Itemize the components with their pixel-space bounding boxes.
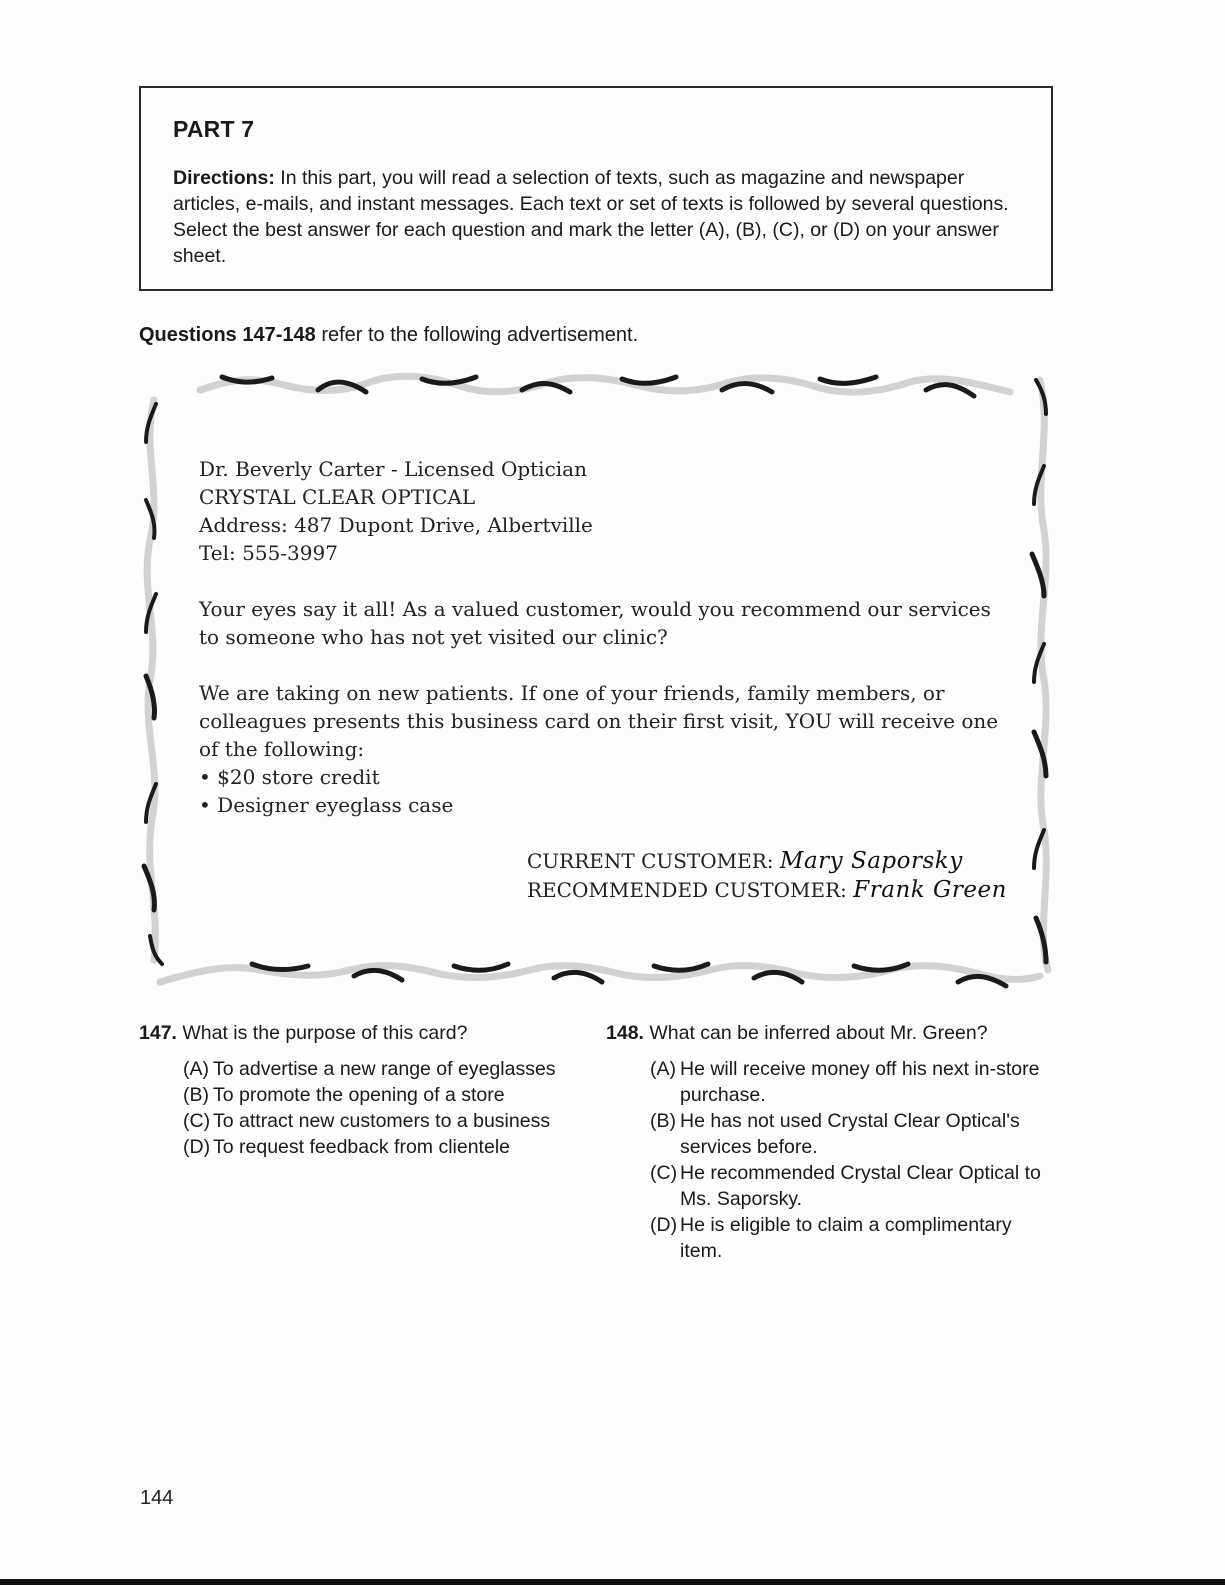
question-number: 148. — [606, 1022, 644, 1044]
question-148 — [606, 1020, 1056, 1264]
question-148-header — [606, 1020, 1056, 1046]
recommended-customer-label: RECOMMENDED CUSTOMER: — [527, 878, 847, 902]
answer-choice-d: (D) To request feedback from clientele — [183, 1136, 510, 1158]
advertisement-body — [199, 455, 999, 819]
ad-paragraph-2-text: We are taking on new patients. If one of your friends, family members, or colleagues presents this business card on their first visit, YOU will receive one of the following: — [199, 681, 999, 761]
answer-choice-c: (C) He recommended Crystal Clear Optical to Ms. Saporsky. — [650, 1162, 1041, 1210]
answer-choice-b: (B) He has not used Crystal Clear Optical's services before. — [650, 1110, 1020, 1158]
answer-choice-d: (D) He is eligible to claim a complimentary item. — [650, 1214, 1012, 1262]
page-number: 144 — [140, 1487, 174, 1509]
page-bottom-border — [0, 1579, 1225, 1585]
reward-bullet-1: • $20 store credit — [199, 765, 380, 789]
current-customer-row — [527, 847, 1007, 876]
directions-label: Directions: — [173, 167, 275, 189]
directions-paragraph — [173, 165, 1021, 269]
answer-choice-a: (A) He will receive money off his next in-store purchase. — [650, 1058, 1040, 1106]
current-customer-label: CURRENT CUSTOMER: — [527, 849, 774, 873]
part-title: PART 7 — [173, 116, 255, 142]
question-stem: What can be inferred about Mr. Green? — [649, 1022, 988, 1044]
answer-choice-c: (C) To attract new customers to a business — [183, 1110, 551, 1132]
reward-bullet-2: • Designer eyeglass case — [199, 793, 454, 817]
answer-choice-b: (B) To promote the opening of a store — [183, 1084, 505, 1106]
answer-choices — [183, 1056, 589, 1160]
optician-name: Dr. Beverly Carter - Licensed Optician — [199, 457, 587, 481]
current-customer-signature: Mary Saporsky — [779, 848, 963, 874]
answer-choice-a: (A) To advertise a new range of eyeglasses — [183, 1058, 556, 1080]
directions-box — [139, 86, 1053, 291]
question-147-header — [139, 1020, 589, 1046]
business-card-header — [199, 455, 999, 567]
question-stem: What is the purpose of this card? — [182, 1022, 468, 1044]
recommended-customer-signature: Frank Green — [853, 877, 1007, 903]
customer-fields — [527, 847, 1007, 905]
directions-text: In this part, you will read a selection of texts, such as magazine and newspaper articles, e-mails, and instant messages. Each text or set of texts is followed by several questions. Select the best answer for each question and mark the letter (A), (B), (C), or (D) on your answer sheet. — [173, 167, 1009, 267]
ad-paragraph-1-text: Your eyes say it all! As a valued customer, would you recommend our services to someone who has not yet visited our clinic? — [199, 597, 991, 649]
recommended-customer-row — [527, 876, 1007, 905]
question-147 — [139, 1020, 589, 1160]
ad-paragraph-2 — [199, 679, 999, 819]
business-address: Address: 487 Dupont Drive, Albertville — [199, 513, 593, 537]
questions-range: Questions 147-148 — [139, 324, 316, 346]
answer-choices — [650, 1056, 1050, 1264]
questions-intro — [139, 324, 638, 347]
business-name: CRYSTAL CLEAR OPTICAL — [199, 485, 476, 509]
questions-intro-text: refer to the following advertisement. — [321, 324, 639, 346]
business-phone: Tel: 555-3997 — [199, 541, 338, 565]
ad-paragraph-1 — [199, 595, 999, 651]
question-number: 147. — [139, 1022, 177, 1044]
